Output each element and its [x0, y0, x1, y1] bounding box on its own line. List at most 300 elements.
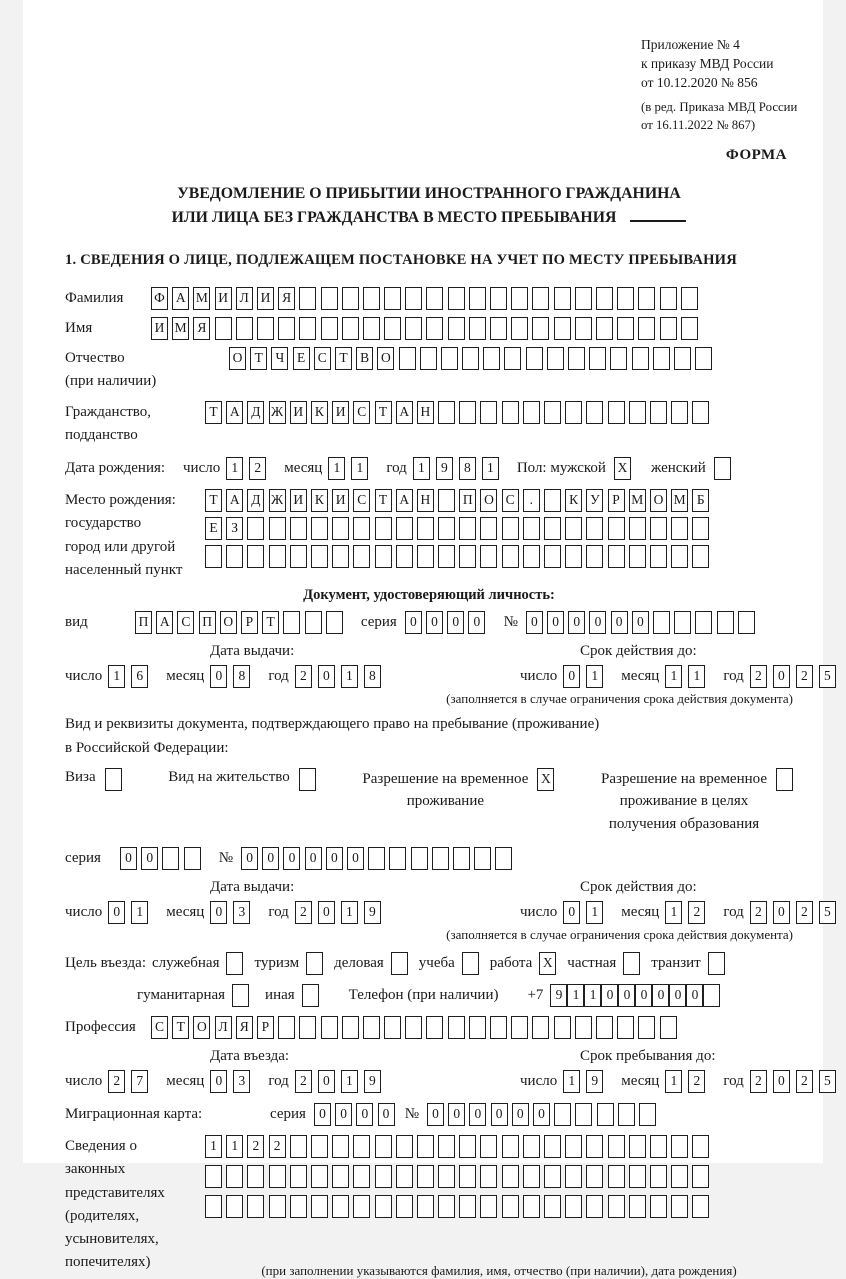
char-cell[interactable]	[247, 517, 264, 540]
char-cell[interactable]: 2	[108, 1070, 125, 1093]
char-cell[interactable]: 0	[318, 1070, 335, 1093]
char-cell[interactable]: С	[353, 401, 370, 424]
char-cell[interactable]	[610, 347, 627, 370]
char-cell[interactable]: И	[332, 401, 349, 424]
char-cell[interactable]	[608, 401, 625, 424]
char-cell[interactable]	[480, 401, 497, 424]
char-cell[interactable]: Д	[247, 489, 264, 512]
char-cell[interactable]	[671, 517, 688, 540]
char-cell[interactable]: О	[377, 347, 394, 370]
char-cell[interactable]	[495, 847, 512, 870]
char-cell[interactable]	[692, 545, 709, 568]
char-cell[interactable]	[396, 1195, 413, 1218]
char-cell[interactable]: 1	[205, 1135, 222, 1158]
char-cell[interactable]	[448, 287, 465, 310]
char-cell[interactable]: К	[311, 401, 328, 424]
char-cell[interactable]: Е	[205, 517, 222, 540]
char-cell[interactable]	[405, 317, 422, 340]
char-cell[interactable]	[575, 317, 592, 340]
char-cell[interactable]	[703, 984, 720, 1007]
char-cell[interactable]	[226, 545, 243, 568]
char-cell[interactable]	[532, 317, 549, 340]
char-cell[interactable]	[269, 517, 286, 540]
char-cell[interactable]	[650, 517, 667, 540]
char-cell[interactable]	[502, 401, 519, 424]
char-cell[interactable]: Н	[417, 489, 434, 512]
char-cell[interactable]: 1	[341, 665, 358, 688]
char-cell[interactable]: Ч	[271, 347, 288, 370]
char-cell[interactable]: С	[177, 611, 194, 634]
char-cell[interactable]	[417, 1195, 434, 1218]
char-cell[interactable]: 3	[233, 1070, 250, 1093]
char-cell[interactable]: Ф	[151, 287, 168, 310]
char-cell[interactable]	[342, 1016, 359, 1039]
char-cell[interactable]: К	[311, 489, 328, 512]
char-cell[interactable]	[353, 1135, 370, 1158]
char-cell[interactable]: 1	[131, 901, 148, 924]
char-cell[interactable]	[511, 1016, 528, 1039]
char-cell[interactable]	[596, 287, 613, 310]
char-cell[interactable]	[480, 1195, 497, 1218]
char-cell[interactable]: 1	[584, 984, 601, 1007]
char-cell[interactable]	[474, 847, 491, 870]
checkbox-study[interactable]	[462, 952, 479, 975]
char-cell[interactable]: 2	[796, 665, 813, 688]
char-cell[interactable]: Ж	[269, 401, 286, 424]
char-cell[interactable]	[483, 347, 500, 370]
char-cell[interactable]	[695, 611, 712, 634]
char-cell[interactable]	[321, 317, 338, 340]
char-cell[interactable]	[269, 545, 286, 568]
char-cell[interactable]: М	[172, 317, 189, 340]
char-cell[interactable]	[375, 1135, 392, 1158]
char-cell[interactable]: И	[332, 489, 349, 512]
char-cell[interactable]: 2	[688, 901, 705, 924]
char-cell[interactable]: 2	[269, 1135, 286, 1158]
char-cell[interactable]	[629, 517, 646, 540]
char-cell[interactable]	[462, 347, 479, 370]
char-cell[interactable]	[608, 545, 625, 568]
char-cell[interactable]: 0	[120, 847, 137, 870]
char-cell[interactable]	[290, 1135, 307, 1158]
char-cell[interactable]: А	[396, 489, 413, 512]
checkbox-other[interactable]	[302, 984, 319, 1007]
char-cell[interactable]	[544, 1165, 561, 1188]
char-cell[interactable]: И	[290, 489, 307, 512]
char-cell[interactable]	[681, 287, 698, 310]
checkbox-work[interactable]: X	[539, 952, 556, 975]
char-cell[interactable]: 0	[210, 665, 227, 688]
char-cell[interactable]	[523, 1135, 540, 1158]
char-cell[interactable]: 8	[233, 665, 250, 688]
checkbox-private[interactable]	[623, 952, 640, 975]
char-cell[interactable]	[432, 847, 449, 870]
char-cell[interactable]	[353, 545, 370, 568]
char-cell[interactable]	[426, 287, 443, 310]
char-cell[interactable]	[384, 317, 401, 340]
checkbox-official[interactable]	[226, 952, 243, 975]
char-cell[interactable]	[575, 1016, 592, 1039]
char-cell[interactable]	[738, 611, 755, 634]
char-cell[interactable]	[353, 1195, 370, 1218]
char-cell[interactable]	[299, 1016, 316, 1039]
char-cell[interactable]	[597, 1103, 614, 1126]
char-cell[interactable]: 0	[611, 611, 628, 634]
char-cell[interactable]	[438, 1165, 455, 1188]
char-cell[interactable]	[523, 1165, 540, 1188]
char-cell[interactable]	[459, 545, 476, 568]
char-cell[interactable]	[396, 1165, 413, 1188]
char-cell[interactable]	[459, 517, 476, 540]
char-cell[interactable]: И	[151, 317, 168, 340]
char-cell[interactable]	[299, 317, 316, 340]
char-cell[interactable]	[554, 287, 571, 310]
char-cell[interactable]: 0	[326, 847, 343, 870]
char-cell[interactable]	[375, 545, 392, 568]
char-cell[interactable]	[426, 1016, 443, 1039]
char-cell[interactable]	[532, 287, 549, 310]
char-cell[interactable]	[660, 1016, 677, 1039]
char-cell[interactable]	[586, 517, 603, 540]
char-cell[interactable]	[650, 1195, 667, 1218]
checkbox-male[interactable]: X	[614, 457, 631, 480]
char-cell[interactable]	[586, 401, 603, 424]
char-cell[interactable]	[311, 517, 328, 540]
char-cell[interactable]	[653, 611, 670, 634]
char-cell[interactable]	[523, 401, 540, 424]
char-cell[interactable]	[617, 287, 634, 310]
char-cell[interactable]: О	[480, 489, 497, 512]
char-cell[interactable]: 0	[632, 611, 649, 634]
char-cell[interactable]	[226, 1195, 243, 1218]
char-cell[interactable]	[502, 1165, 519, 1188]
char-cell[interactable]: П	[199, 611, 216, 634]
char-cell[interactable]: П	[459, 489, 476, 512]
char-cell[interactable]	[717, 611, 734, 634]
char-cell[interactable]: А	[226, 401, 243, 424]
char-cell[interactable]	[671, 545, 688, 568]
char-cell[interactable]	[438, 545, 455, 568]
char-cell[interactable]	[554, 317, 571, 340]
char-cell[interactable]: К	[565, 489, 582, 512]
char-cell[interactable]	[650, 1165, 667, 1188]
char-cell[interactable]	[586, 1135, 603, 1158]
char-cell[interactable]: 0	[773, 1070, 790, 1093]
char-cell[interactable]: 9	[550, 984, 567, 1007]
char-cell[interactable]	[554, 1016, 571, 1039]
char-cell[interactable]: 2	[295, 901, 312, 924]
char-cell[interactable]	[681, 317, 698, 340]
char-cell[interactable]	[523, 545, 540, 568]
char-cell[interactable]	[502, 1135, 519, 1158]
char-cell[interactable]: 0	[426, 611, 443, 634]
char-cell[interactable]	[544, 401, 561, 424]
char-cell[interactable]	[332, 1195, 349, 1218]
char-cell[interactable]	[321, 287, 338, 310]
char-cell[interactable]	[205, 545, 222, 568]
char-cell[interactable]: 0	[262, 847, 279, 870]
char-cell[interactable]	[490, 1016, 507, 1039]
char-cell[interactable]	[650, 1135, 667, 1158]
char-cell[interactable]	[523, 517, 540, 540]
char-cell[interactable]	[490, 317, 507, 340]
char-cell[interactable]: 2	[796, 1070, 813, 1093]
checkbox-temp-residence-education[interactable]	[776, 768, 793, 791]
char-cell[interactable]: 0	[686, 984, 703, 1007]
char-cell[interactable]	[438, 1135, 455, 1158]
char-cell[interactable]	[638, 1016, 655, 1039]
char-cell[interactable]	[278, 317, 295, 340]
char-cell[interactable]: 0	[447, 611, 464, 634]
char-cell[interactable]	[504, 347, 521, 370]
char-cell[interactable]	[502, 517, 519, 540]
char-cell[interactable]: 0	[568, 611, 585, 634]
char-cell[interactable]: 0	[563, 901, 580, 924]
char-cell[interactable]: Т	[335, 347, 352, 370]
char-cell[interactable]	[269, 1195, 286, 1218]
char-cell[interactable]: Д	[247, 401, 264, 424]
char-cell[interactable]	[363, 317, 380, 340]
char-cell[interactable]	[299, 287, 316, 310]
char-cell[interactable]	[565, 401, 582, 424]
char-cell[interactable]: 2	[750, 665, 767, 688]
char-cell[interactable]: О	[193, 1016, 210, 1039]
char-cell[interactable]	[311, 1135, 328, 1158]
char-cell[interactable]	[305, 611, 322, 634]
char-cell[interactable]	[565, 545, 582, 568]
char-cell[interactable]: Я	[236, 1016, 253, 1039]
char-cell[interactable]	[332, 1135, 349, 1158]
char-cell[interactable]	[671, 1195, 688, 1218]
char-cell[interactable]	[586, 1195, 603, 1218]
char-cell[interactable]	[332, 1165, 349, 1188]
char-cell[interactable]: 1	[108, 665, 125, 688]
char-cell[interactable]: З	[226, 517, 243, 540]
char-cell[interactable]: 0	[141, 847, 158, 870]
char-cell[interactable]: 0	[773, 665, 790, 688]
char-cell[interactable]: 0	[526, 611, 543, 634]
char-cell[interactable]: 2	[247, 1135, 264, 1158]
char-cell[interactable]	[448, 1016, 465, 1039]
char-cell[interactable]	[565, 1195, 582, 1218]
char-cell[interactable]	[389, 847, 406, 870]
char-cell[interactable]	[342, 317, 359, 340]
char-cell[interactable]: 0	[356, 1103, 373, 1126]
char-cell[interactable]: 9	[364, 1070, 381, 1093]
char-cell[interactable]	[653, 347, 670, 370]
char-cell[interactable]: Я	[193, 317, 210, 340]
char-cell[interactable]: Е	[293, 347, 310, 370]
char-cell[interactable]: 0	[469, 1103, 486, 1126]
checkbox-female[interactable]	[714, 457, 731, 480]
char-cell[interactable]	[269, 1165, 286, 1188]
char-cell[interactable]	[544, 545, 561, 568]
char-cell[interactable]	[596, 1016, 613, 1039]
char-cell[interactable]	[523, 1195, 540, 1218]
char-cell[interactable]	[441, 347, 458, 370]
char-cell[interactable]: Я	[278, 287, 295, 310]
char-cell[interactable]: 6	[131, 665, 148, 688]
char-cell[interactable]	[375, 1195, 392, 1218]
char-cell[interactable]	[215, 317, 232, 340]
char-cell[interactable]	[650, 545, 667, 568]
char-cell[interactable]: М	[671, 489, 688, 512]
char-cell[interactable]: 0	[210, 1070, 227, 1093]
char-cell[interactable]: .	[523, 489, 540, 512]
char-cell[interactable]: 0	[468, 611, 485, 634]
char-cell[interactable]: 0	[241, 847, 258, 870]
char-cell[interactable]	[311, 545, 328, 568]
char-cell[interactable]	[290, 517, 307, 540]
char-cell[interactable]: 0	[405, 611, 422, 634]
char-cell[interactable]: 1	[665, 1070, 682, 1093]
char-cell[interactable]	[184, 847, 201, 870]
char-cell[interactable]	[384, 287, 401, 310]
char-cell[interactable]: О	[650, 489, 667, 512]
char-cell[interactable]	[453, 847, 470, 870]
char-cell[interactable]	[692, 517, 709, 540]
char-cell[interactable]	[547, 347, 564, 370]
char-cell[interactable]	[290, 1195, 307, 1218]
checkbox-transit[interactable]	[708, 952, 725, 975]
char-cell[interactable]	[247, 545, 264, 568]
char-cell[interactable]: 1	[688, 665, 705, 688]
char-cell[interactable]: 0	[533, 1103, 550, 1126]
char-cell[interactable]: 0	[108, 901, 125, 924]
char-cell[interactable]	[459, 1165, 476, 1188]
char-cell[interactable]	[586, 545, 603, 568]
char-cell[interactable]	[480, 1165, 497, 1188]
char-cell[interactable]	[629, 401, 646, 424]
char-cell[interactable]	[526, 347, 543, 370]
char-cell[interactable]: 1	[665, 665, 682, 688]
char-cell[interactable]: 0	[314, 1103, 331, 1126]
char-cell[interactable]: В	[356, 347, 373, 370]
char-cell[interactable]: 0	[378, 1103, 395, 1126]
char-cell[interactable]: С	[502, 489, 519, 512]
char-cell[interactable]	[384, 1016, 401, 1039]
char-cell[interactable]	[417, 1135, 434, 1158]
char-cell[interactable]	[205, 1195, 222, 1218]
char-cell[interactable]: 0	[563, 665, 580, 688]
char-cell[interactable]	[502, 545, 519, 568]
char-cell[interactable]: 0	[318, 665, 335, 688]
char-cell[interactable]: О	[229, 347, 246, 370]
char-cell[interactable]	[247, 1195, 264, 1218]
char-cell[interactable]: 9	[436, 457, 453, 480]
char-cell[interactable]: И	[215, 287, 232, 310]
char-cell[interactable]	[283, 611, 300, 634]
char-cell[interactable]	[236, 317, 253, 340]
char-cell[interactable]	[608, 1165, 625, 1188]
char-cell[interactable]: 3	[233, 901, 250, 924]
char-cell[interactable]: 1	[567, 984, 584, 1007]
char-cell[interactable]: 2	[295, 665, 312, 688]
char-cell[interactable]	[375, 517, 392, 540]
char-cell[interactable]	[459, 1135, 476, 1158]
char-cell[interactable]	[674, 611, 691, 634]
char-cell[interactable]	[586, 1165, 603, 1188]
char-cell[interactable]	[438, 517, 455, 540]
char-cell[interactable]: 2	[750, 901, 767, 924]
char-cell[interactable]	[589, 347, 606, 370]
char-cell[interactable]: 9	[586, 1070, 603, 1093]
char-cell[interactable]: 1	[226, 1135, 243, 1158]
char-cell[interactable]: А	[226, 489, 243, 512]
char-cell[interactable]	[650, 401, 667, 424]
checkbox-temp-residence[interactable]: X	[537, 768, 554, 791]
char-cell[interactable]: 0	[618, 984, 635, 1007]
char-cell[interactable]: 1	[351, 457, 368, 480]
char-cell[interactable]: С	[353, 489, 370, 512]
char-cell[interactable]	[502, 1195, 519, 1218]
char-cell[interactable]	[629, 1165, 646, 1188]
char-cell[interactable]: У	[586, 489, 603, 512]
char-cell[interactable]: 0	[773, 901, 790, 924]
char-cell[interactable]	[257, 317, 274, 340]
char-cell[interactable]	[396, 517, 413, 540]
char-cell[interactable]	[405, 1016, 422, 1039]
char-cell[interactable]	[671, 1165, 688, 1188]
char-cell[interactable]	[311, 1165, 328, 1188]
char-cell[interactable]	[469, 317, 486, 340]
char-cell[interactable]	[544, 1135, 561, 1158]
char-cell[interactable]	[332, 545, 349, 568]
char-cell[interactable]	[617, 1016, 634, 1039]
char-cell[interactable]	[420, 347, 437, 370]
char-cell[interactable]	[596, 317, 613, 340]
char-cell[interactable]	[692, 1165, 709, 1188]
char-cell[interactable]: Т	[172, 1016, 189, 1039]
char-cell[interactable]: А	[396, 401, 413, 424]
char-cell[interactable]: 0	[335, 1103, 352, 1126]
char-cell[interactable]: 2	[249, 457, 266, 480]
char-cell[interactable]: 8	[459, 457, 476, 480]
char-cell[interactable]: М	[629, 489, 646, 512]
char-cell[interactable]	[629, 1195, 646, 1218]
char-cell[interactable]: 1	[665, 901, 682, 924]
char-cell[interactable]	[660, 287, 677, 310]
char-cell[interactable]: Л	[215, 1016, 232, 1039]
char-cell[interactable]	[226, 1165, 243, 1188]
char-cell[interactable]: И	[257, 287, 274, 310]
char-cell[interactable]: 5	[819, 1070, 836, 1093]
char-cell[interactable]	[438, 401, 455, 424]
checkbox-visa[interactable]	[105, 768, 122, 791]
char-cell[interactable]	[532, 1016, 549, 1039]
char-cell[interactable]	[639, 1103, 656, 1126]
char-cell[interactable]	[544, 1195, 561, 1218]
char-cell[interactable]: 0	[427, 1103, 444, 1126]
char-cell[interactable]	[438, 489, 455, 512]
char-cell[interactable]	[426, 317, 443, 340]
char-cell[interactable]: 0	[547, 611, 564, 634]
char-cell[interactable]	[575, 287, 592, 310]
char-cell[interactable]	[608, 1195, 625, 1218]
char-cell[interactable]	[480, 517, 497, 540]
char-cell[interactable]: 2	[688, 1070, 705, 1093]
char-cell[interactable]: 0	[347, 847, 364, 870]
char-cell[interactable]	[459, 1195, 476, 1218]
char-cell[interactable]: 5	[819, 665, 836, 688]
char-cell[interactable]: 0	[512, 1103, 529, 1126]
char-cell[interactable]	[417, 1165, 434, 1188]
char-cell[interactable]	[632, 347, 649, 370]
char-cell[interactable]: 1	[328, 457, 345, 480]
char-cell[interactable]: Н	[417, 401, 434, 424]
char-cell[interactable]	[544, 517, 561, 540]
char-cell[interactable]: Ж	[269, 489, 286, 512]
